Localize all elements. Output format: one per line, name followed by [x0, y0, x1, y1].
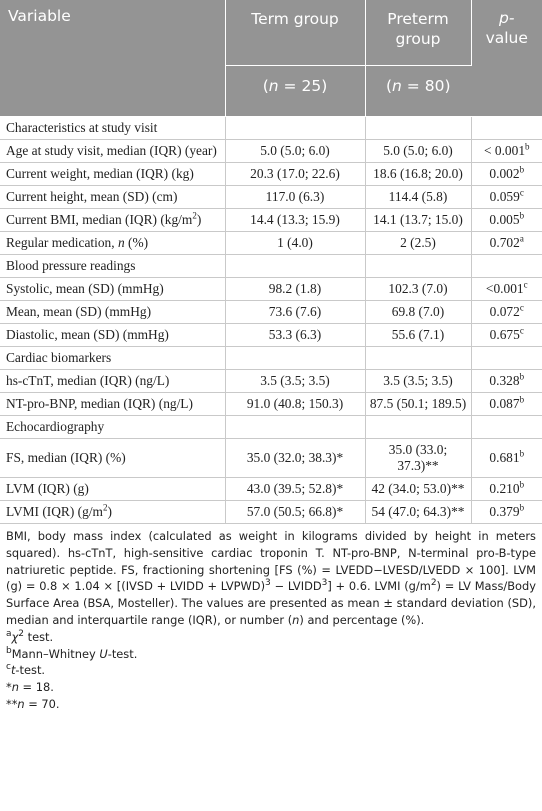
p-footnote-mark: c — [519, 302, 524, 313]
row-label: Diastolic, mean (SD) (mmHg) — [0, 324, 225, 347]
note-variable: U — [99, 646, 108, 661]
term-value: 91.0 (40.8; 150.3) — [225, 393, 365, 416]
header-variable: Variable — [0, 0, 225, 117]
table-row — [0, 209, 542, 232]
preterm-value: 102.3 (7.0) — [365, 278, 471, 301]
header-p-line2: value — [485, 29, 528, 47]
p-number: 0.328 — [489, 373, 520, 388]
p-value — [471, 301, 542, 324]
p-footnote-mark: b — [519, 210, 525, 221]
footnote-a — [6, 629, 536, 646]
footnote-b — [6, 646, 536, 663]
p-footnote-mark: c — [519, 187, 524, 198]
p-number: 0.210 — [489, 481, 520, 496]
note-text: test. — [24, 629, 54, 644]
term-value: 57.0 (50.5; 66.8)* — [225, 501, 365, 524]
p-value — [471, 232, 542, 255]
preterm-value: 114.4 (5.8) — [365, 186, 471, 209]
n-value: = 25) — [278, 77, 328, 95]
table-row — [0, 278, 542, 301]
footnote-c — [6, 662, 536, 679]
label-superscript: 2 — [192, 210, 197, 221]
note-text: − LVIDD — [270, 579, 322, 594]
note-sup: 2 — [18, 628, 24, 639]
preterm-value: 54 (47.0; 64.3)** — [365, 501, 471, 524]
row-label: NT-pro-BNP, median (IQR) (ng/L) — [0, 393, 225, 416]
preterm-value: 2 (2.5) — [365, 232, 471, 255]
note-text: = 18. — [18, 680, 54, 695]
p-footnote-mark: b — [525, 141, 530, 152]
note-variable: n — [292, 612, 300, 627]
abbreviations-note — [6, 528, 536, 629]
n-value: = 80) — [401, 77, 451, 95]
p-number: 0.059 — [489, 189, 520, 204]
note-text: ) and percentage (%). — [299, 612, 425, 627]
term-value: 1 (4.0) — [225, 232, 365, 255]
p-number: 0.702 — [489, 235, 520, 250]
term-value: 5.0 (5.0; 6.0) — [225, 140, 365, 163]
p-number: 0.072 — [489, 304, 520, 319]
footnote-mark: * — [6, 680, 12, 695]
table-row — [0, 140, 542, 163]
header-term-group: Term group — [225, 0, 365, 66]
label-text: Current BMI, median (IQR) (kg/m — [6, 212, 193, 227]
note-variable: n — [17, 696, 25, 711]
footnote-double-star — [6, 696, 536, 713]
p-value — [471, 278, 542, 301]
table-row — [0, 232, 542, 255]
note-variable: t — [10, 663, 16, 678]
row-label: Mean, mean (SD) (mmHg) — [0, 301, 225, 324]
p-number: 0.005 — [489, 212, 520, 227]
term-value: 14.4 (13.3; 15.9) — [225, 209, 365, 232]
note-text: -test. — [15, 663, 46, 678]
preterm-value: 55.6 (7.1) — [365, 324, 471, 347]
p-footnote-mark: b — [519, 448, 525, 459]
p-footnote-mark: c — [519, 325, 524, 336]
note-text: ] + 0.6. LVMI (g/m — [327, 579, 431, 594]
row-label: Current height, mean (SD) (cm) — [0, 186, 225, 209]
label-text: LVMI (IQR) (g/m — [6, 504, 103, 519]
table-row — [0, 393, 542, 416]
term-value: 43.0 (39.5; 52.8)* — [225, 478, 365, 501]
p-number: 0.675 — [489, 327, 520, 342]
table-row — [0, 163, 542, 186]
p-number: 0.379 — [489, 504, 520, 519]
chi-symbol: χ — [11, 629, 19, 644]
preterm-value: 14.1 (13.7; 15.0) — [365, 209, 471, 232]
preterm-value: 3.5 (3.5; 3.5) — [365, 370, 471, 393]
p-number: <0.001 — [485, 281, 524, 296]
table-row — [0, 186, 542, 209]
footnote-mark: c — [6, 662, 11, 673]
preterm-value: 69.8 (7.0) — [365, 301, 471, 324]
label-text: (%) — [124, 235, 149, 250]
preterm-value: 42 (34.0; 53.0)** — [365, 478, 471, 501]
row-label: FS, median (IQR) (%) — [0, 439, 225, 478]
note-variable: n — [11, 680, 19, 695]
note-text: BMI, body mass index (calculated as weight in kilograms divided by height in meters squared). hs-cTnT, high-sensitive cardiac troponin T. NT-pro-BNP, N-terminal pro-B-type natriuretic peptide. FS, fractioning shortening [FS (%) = LVEDD−LVESD/LVEDD × 100]. LVM (g) = 0.8 × 1.04 × [(IVSD + LVIDD + LVPWD) — [6, 529, 536, 594]
n-symbol: n — [392, 77, 402, 95]
row-label — [0, 232, 225, 255]
preterm-value: 5.0 (5.0; 6.0) — [365, 140, 471, 163]
p-value — [471, 370, 542, 393]
footnote-mark: b — [6, 645, 12, 656]
term-value: 35.0 (32.0; 38.3)* — [225, 439, 365, 478]
label-text: ) — [196, 212, 202, 227]
table-row — [0, 324, 542, 347]
n-symbol: n — [268, 77, 279, 95]
p-footnote-mark: c — [523, 279, 528, 290]
table-row — [0, 439, 542, 478]
row-label: Age at study visit, median (IQR) (year) — [0, 140, 225, 163]
term-value: 117.0 (6.3) — [225, 186, 365, 209]
p-value — [471, 140, 542, 163]
footnote-mark: ** — [6, 696, 18, 711]
header-term-n — [225, 66, 365, 117]
row-label — [0, 501, 225, 524]
note-text: = 70. — [24, 696, 60, 711]
preterm-value: 35.0 (33.0; 37.3)** — [365, 439, 471, 478]
p-number: < 0.001 — [483, 143, 526, 158]
section-label: Echocardiography — [0, 416, 225, 439]
p-number: 0.087 — [489, 396, 520, 411]
header-preterm-n — [365, 66, 471, 117]
note-sup: 3 — [321, 578, 328, 589]
label-variable: n — [117, 235, 125, 250]
footnote-star — [6, 679, 536, 696]
term-value: 3.5 (3.5; 3.5) — [225, 370, 365, 393]
paren: ( — [262, 77, 269, 95]
note-text: -test. — [107, 646, 138, 661]
row-label: Systolic, mean (SD) (mmHg) — [0, 278, 225, 301]
label-superscript: 2 — [102, 502, 108, 513]
p-footnote-mark: b — [519, 164, 525, 175]
table-row — [0, 301, 542, 324]
p-value — [471, 478, 542, 501]
section-row — [0, 255, 542, 278]
note-sup: 3 — [265, 578, 271, 589]
preterm-value: 87.5 (50.1; 189.5) — [365, 393, 471, 416]
term-value: 73.6 (7.6) — [225, 301, 365, 324]
row-label: Current weight, median (IQR) (kg) — [0, 163, 225, 186]
row-label: LVM (IQR) (g) — [0, 478, 225, 501]
note-text: Mann–Whitney — [11, 646, 100, 661]
p-number: 0.681 — [489, 450, 520, 465]
header-p-value — [471, 0, 542, 117]
term-value: 20.3 (17.0; 22.6) — [225, 163, 365, 186]
table-row — [0, 478, 542, 501]
p-footnote-mark: b — [519, 479, 525, 490]
header-preterm-group — [365, 0, 471, 66]
p-value — [471, 324, 542, 347]
table-footnotes — [0, 524, 542, 713]
table-row — [0, 501, 542, 524]
section-label: Characteristics at study visit — [0, 117, 225, 140]
section-label: Cardiac biomarkers — [0, 347, 225, 370]
table-row — [0, 370, 542, 393]
p-footnote-mark: b — [519, 394, 525, 405]
p-value — [471, 163, 542, 186]
footnote-mark: a — [6, 628, 12, 639]
header-preterm-line2: group — [395, 30, 441, 48]
p-value — [471, 209, 542, 232]
section-row — [0, 117, 542, 140]
row-label: hs-cTnT, median (IQR) (ng/L) — [0, 370, 225, 393]
term-value: 98.2 (1.8) — [225, 278, 365, 301]
section-row — [0, 416, 542, 439]
preterm-value: 18.6 (16.8; 20.0) — [365, 163, 471, 186]
p-footnote-mark: a — [519, 233, 524, 244]
label-text: ) — [107, 504, 112, 519]
label-text: Regular medication, — [6, 235, 118, 250]
p-footnote-mark: b — [519, 371, 525, 382]
paren: ( — [385, 77, 393, 95]
p-value — [471, 186, 542, 209]
note-sup: 2 — [430, 578, 437, 589]
p-footnote-mark: b — [519, 502, 525, 513]
note-text: ) = LV Mass/Body Surface Area (BSA, Mosteller). The values are presented as mean ± standard deviation (SD), median and interquartile range (IQR), or number ( — [6, 579, 536, 627]
p-value — [471, 439, 542, 478]
row-label — [0, 209, 225, 232]
p-value — [471, 501, 542, 524]
header-preterm-line1: Preterm — [387, 10, 449, 28]
section-row — [0, 347, 542, 370]
header-row — [0, 0, 542, 66]
term-value: 53.3 (6.3) — [225, 324, 365, 347]
p-value — [471, 393, 542, 416]
p-number: 0.002 — [489, 166, 520, 181]
header-p-line1: p- — [499, 9, 515, 27]
section-label: Blood pressure readings — [0, 255, 225, 278]
